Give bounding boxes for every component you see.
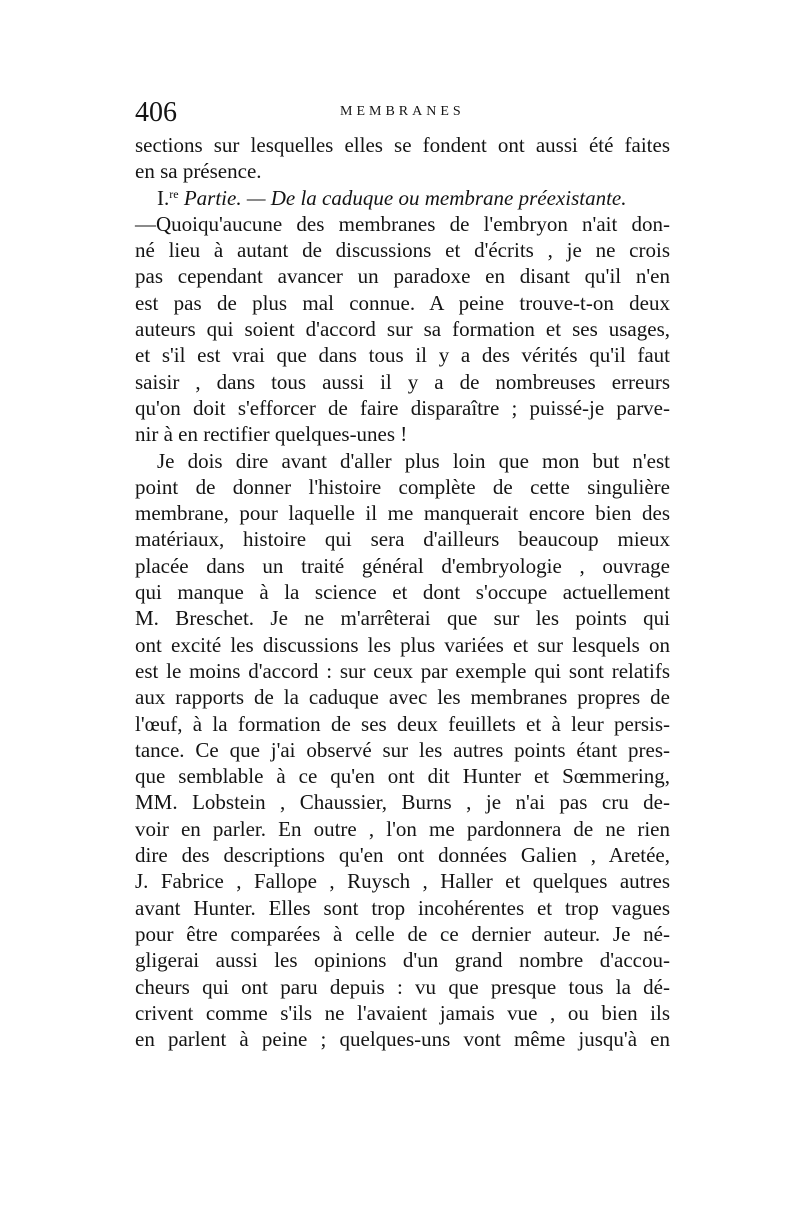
text-line: crivent comme s'ils ne l'avaient jamais vue , ou bien ils — [135, 1000, 670, 1025]
heading-numeral-sup: re — [169, 186, 179, 201]
text-line: qui manque à la science et dont s'occupe actuellement — [135, 580, 670, 605]
page-header — [135, 96, 670, 130]
text-line: ont excité les discussions les plus variées et sur lesquels on — [135, 632, 670, 657]
text-line: nir à en rectifier quelques-unes ! — [135, 422, 408, 447]
text-line: auteurs qui soient d'accord sur sa formation et ses usages, — [135, 317, 670, 342]
text-line: gligerai aussi les opinions d'un grand nombre d'accou- — [135, 948, 670, 973]
text-line: est le moins d'accord : sur ceux par exemple qui sont relatifs — [135, 658, 670, 683]
text-line: pas cependant avancer un paradoxe en disant qu'il n'en — [135, 264, 670, 289]
text-line: voir en parler. En outre , l'on me pardonnera de ne rien — [135, 816, 670, 841]
text-line: et s'il est vrai que dans tous il y a des vérités qu'il faut — [135, 343, 670, 368]
text-line: né lieu à autant de discussions et d'écrits , je ne crois — [135, 238, 670, 263]
text-line: est pas de plus mal connue. A peine trouve-t-on deux — [135, 290, 670, 315]
text-line: en parlent à peine ; quelques-uns vont même jusqu'à en — [135, 1027, 670, 1052]
heading-numeral: I. — [157, 185, 170, 210]
text-line: M. Breschet. Je ne m'arrêterai que sur les points qui — [135, 606, 670, 631]
text-line: tance. Ce que j'ai observé sur les autres points étant pres- — [135, 737, 670, 762]
text-line: avant Hunter. Elles sont trop incohérentes et trop vagues — [135, 895, 670, 920]
text-line: matériaux, histoire qui sera d'ailleurs beaucoup mieux — [135, 527, 670, 552]
text-line: aux rapports de la caduque avec les membranes propres de — [135, 685, 670, 710]
text-line: saisir , dans tous aussi il y a de nombreuses erreurs — [135, 369, 670, 394]
text-line: qu'on doit s'efforcer de faire disparaître ; puissé-je parve- — [135, 395, 670, 420]
heading-title: Partie. — De la caduque ou membrane préexistante. — [183, 185, 627, 210]
text-line: membrane, pour laquelle il me manquerait encore bien des — [135, 501, 670, 526]
text-line: sections sur lesquelles elles se fondent ont aussi été faites — [135, 133, 670, 157]
text-line: —Quoiqu'aucune des membranes de l'embryon n'ait don- — [135, 211, 670, 236]
text-line: dire des descriptions qu'en ont données Galien , Aretée, — [135, 843, 670, 868]
text-line: pour être comparées à celle de ce dernier auteur. Je né- — [135, 921, 670, 946]
body-text — [135, 132, 670, 1052]
page-number: 406 — [135, 97, 177, 128]
section-heading — [135, 185, 670, 211]
text-line: point de donner l'histoire complète de cette singulière — [135, 474, 670, 499]
text-line: MM. Lobstein , Chaussier, Burns , je n'ai pas cru de- — [135, 790, 670, 815]
text-line: cheurs qui ont paru depuis : vu que presque tous la dé- — [135, 974, 670, 999]
running-head: MEMBRANES — [340, 104, 465, 119]
text-line: que semblable à ce qu'en ont dit Hunter et Sœmmering, — [135, 764, 670, 789]
text-line: Je dois dire avant d'aller plus loin que mon but n'est — [157, 448, 670, 473]
text-line: placée dans un traité général d'embryologie , ouvrage — [135, 553, 670, 578]
text-line: J. Fabrice , Fallope , Ruysch , Haller et quelques autres — [135, 869, 670, 894]
text-line: en sa présence. — [135, 159, 262, 184]
text-line: l'œuf, à la formation de ses deux feuillets et à leur persis- — [135, 711, 670, 736]
